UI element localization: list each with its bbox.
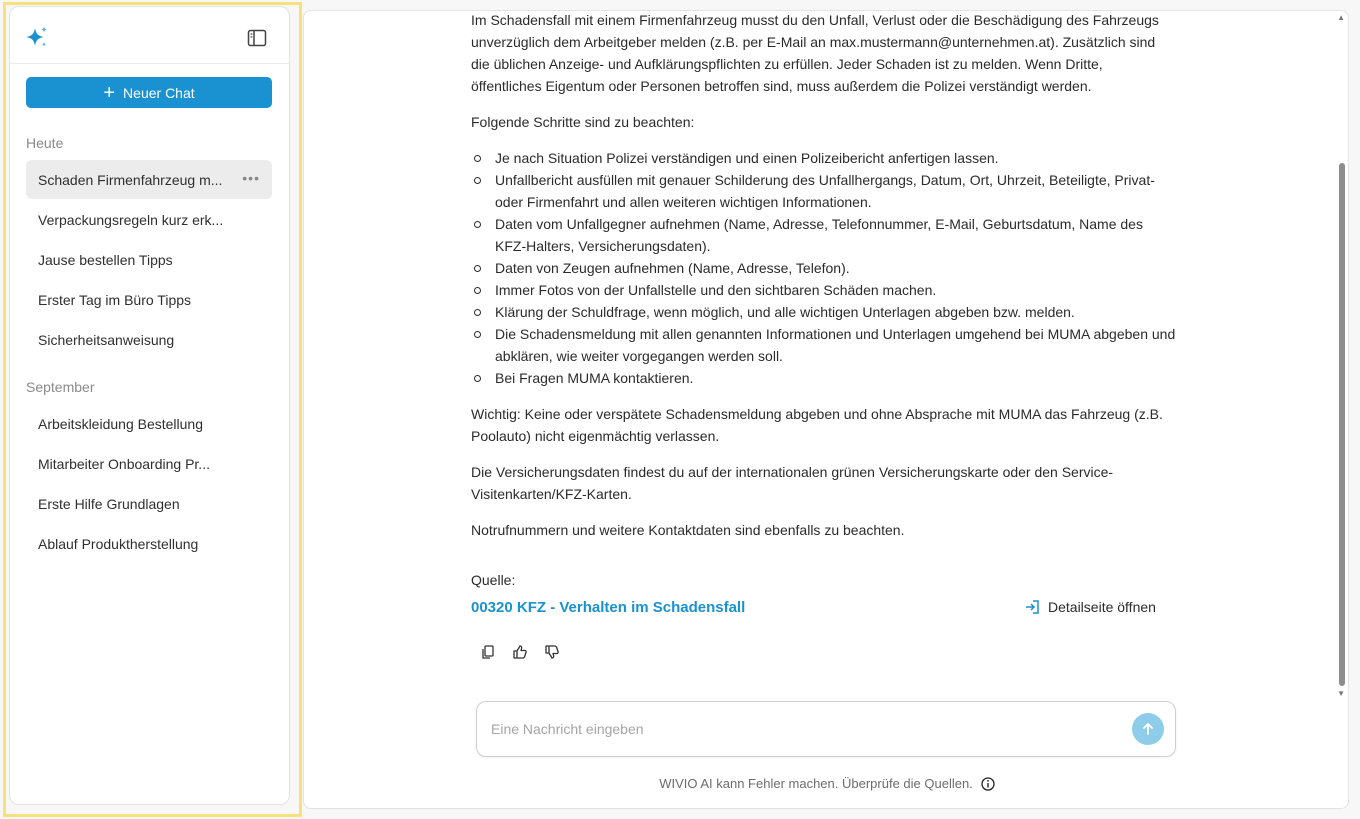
- list-item: Immer Fotos von der Unfallstelle und den sichtbaren Schäden machen.: [471, 279, 1176, 301]
- chat-item-label: Verpackungsregeln kurz erk...: [38, 211, 224, 228]
- scrollbar-thumb[interactable]: [1339, 163, 1345, 686]
- open-detail-link[interactable]: [1024, 599, 1156, 615]
- message-actions: [480, 644, 560, 660]
- disclaimer: [304, 776, 1349, 791]
- sparkle-icon[interactable]: [24, 25, 50, 51]
- message-composer: [476, 701, 1176, 757]
- steps-list: [471, 147, 1176, 389]
- chat-panel: [303, 10, 1349, 809]
- chat-item-label: Mitarbeiter Onboarding Pr...: [38, 455, 210, 472]
- list-item: Je nach Situation Polizei verständigen und einen Polizeibericht anfertigen lassen.: [471, 147, 1176, 169]
- chat-item[interactable]: [26, 280, 272, 319]
- send-button[interactable]: [1132, 713, 1164, 745]
- plus-icon: +: [103, 81, 116, 104]
- source-label: Quelle:: [471, 572, 516, 588]
- chat-item[interactable]: [26, 240, 272, 279]
- new-chat-button[interactable]: [26, 77, 272, 108]
- chat-item[interactable]: [26, 524, 272, 563]
- chat-item-label: Sicherheitsanweisung: [38, 331, 175, 348]
- thumbs-up-icon[interactable]: [512, 644, 528, 660]
- sidebar-toggle-icon[interactable]: [247, 29, 267, 47]
- chat-item-label: Ablauf Produktherstellung: [38, 535, 199, 552]
- more-options-icon[interactable]: •••: [242, 170, 260, 186]
- important-note: Wichtig: Keine oder verspätete Schadensmeldung abgeben und ohne Absprache mit MUMA das Fahrzeug (z.B. Poolauto) nicht eigenmächtig verlassen.: [471, 406, 1163, 444]
- chat-item-label: Jause bestellen Tipps: [38, 251, 173, 268]
- open-detail-label: Detailseite öffnen: [1048, 599, 1156, 615]
- chat-item[interactable]: [26, 320, 272, 359]
- list-item: Daten vom Unfallgegner aufnehmen (Name, Adresse, Telefonnummer, E-Mail, Geburtsdatum, Name des KFZ-Halters, Versicherungsdaten).: [471, 213, 1176, 257]
- list-item: Bei Fragen MUMA kontaktieren.: [471, 367, 1176, 389]
- chat-item[interactable]: [26, 160, 272, 199]
- insurance-note: Die Versicherungsdaten findest du auf der internationalen grünen Versicherungskarte oder den Service-Visitenkarten/KFZ-Karten.: [471, 464, 1114, 502]
- sidebar-header: [10, 7, 289, 64]
- source-link[interactable]: 00320 KFZ - Verhalten im Schadensfall: [471, 599, 746, 616]
- disclaimer-text: WIVIO AI kann Fehler machen. Überprüfe die Quellen.: [659, 776, 973, 791]
- message-input[interactable]: [491, 719, 1091, 739]
- info-icon[interactable]: [981, 777, 995, 791]
- steps-intro: Folgende Schritte sind zu beachten:: [471, 114, 695, 130]
- scroll-down-arrow-icon[interactable]: ▼: [1337, 689, 1345, 698]
- message-intro: Im Schadensfall mit einem Firmenfahrzeug musst du den Unfall, Verlust oder die Beschädigung des Fahrzeugs unverzüglich dem Arbeitgeber melden (z.B. per E-Mail an max.mustermann@unternehmen.at). Zusätzlich sind die üblichen Anzeige- und Aufklärungspflichten zu erfüllen. Jeder Schaden ist zu melden. Wenn Dritte, öffentliches Eigentum oder Personen betroffen sind, muss außerdem die Polizei verständigt werden.: [471, 12, 1159, 94]
- list-item: Klärung der Schuldfrage, wenn möglich, und alle wichtigen Unterlagen abgeben bzw. melden.: [471, 301, 1176, 323]
- sidebar: [9, 6, 290, 805]
- chat-item[interactable]: [26, 200, 272, 239]
- chat-item[interactable]: [26, 484, 272, 523]
- chat-item-label: Arbeitskleidung Bestellung: [38, 415, 203, 432]
- arrow-up-icon: [1141, 722, 1155, 736]
- scrollbar[interactable]: [1336, 11, 1348, 701]
- chat-item[interactable]: [26, 444, 272, 483]
- chat-item-label: Erste Hilfe Grundlagen: [38, 495, 180, 512]
- section-label-september: September: [26, 379, 95, 395]
- list-item: Daten von Zeugen aufnehmen (Name, Adresse, Telefon).: [471, 257, 1176, 279]
- section-label-today: Heute: [26, 135, 64, 151]
- emergency-note: Notrufnummern und weitere Kontaktdaten sind ebenfalls zu beachten.: [471, 522, 905, 538]
- open-external-icon: [1024, 599, 1040, 615]
- list-item: Die Schadensmeldung mit allen genannten Informationen und Unterlagen umgehend bei MUMA abgeben und abklären, wie weiter vorgegangen werden soll.: [471, 323, 1176, 367]
- chat-item-label: Erster Tag im Büro Tipps: [38, 291, 192, 308]
- list-item: Unfallbericht ausfüllen mit genauer Schilderung des Unfallhergangs, Datum, Ort, Uhrzeit, Beteiligte, Privat- oder Firmenfahrt und allen weiteren wichtigen Informationen.: [471, 169, 1176, 213]
- copy-icon[interactable]: [480, 644, 496, 660]
- scroll-up-arrow-icon[interactable]: ▲: [1337, 13, 1345, 22]
- thumbs-down-icon[interactable]: [544, 644, 560, 660]
- new-chat-label: Neuer Chat: [123, 84, 195, 101]
- chat-item-label: Schaden Firmenfahrzeug m...: [38, 171, 223, 188]
- chat-item[interactable]: [26, 404, 272, 443]
